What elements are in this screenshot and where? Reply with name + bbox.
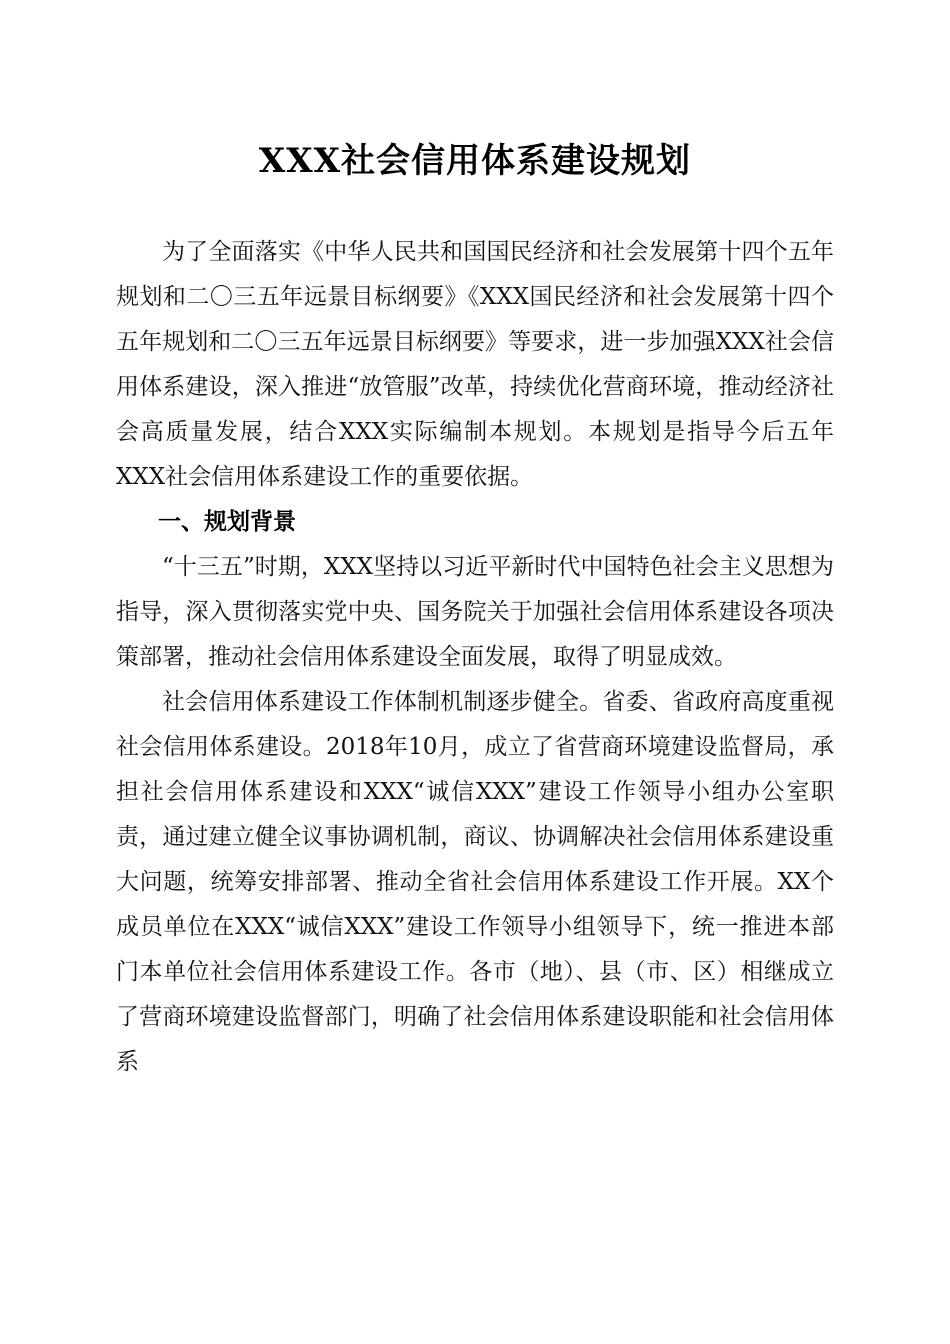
section-paragraph-1: “十三五”时期，XXX坚持以习近平新时代中国特色社会主义思想为指导，深入贯彻落实党中央、国务院关于加强社会信用体系建设各项决策部署，推动社会信用体系建设全面发展，取得了明显成效。 bbox=[116, 554, 834, 670]
document-title: XXX社会信用体系建设规划 bbox=[258, 141, 692, 181]
intro-paragraph: 为了全面落实《中华人民共和国国民经济和社会发展第十四个五年规划和二〇三五年远景目标纲要》《XXX国民经济和社会发展第十四个五年规划和二〇三五年远景目标纲要》等要求，进一步加强XXX社会信用体系建设，深入推进“放管服”改革，持续优化营商环境，推动经济社会高质量发展，结合XXX实际编制本规划。本规划是指导今后五年XXX社会信用体系建设工作的重要依据。 bbox=[116, 239, 834, 490]
section-heading: 一、规划背景 bbox=[158, 509, 296, 535]
section-paragraph-2: 社会信用体系建设工作体制机制逐步健全。省委、省政府高度重视社会信用体系建设。2018年10月，成立了省营商环境建设监督局，承担社会信用体系建设和XXX“诚信XXX”建设工作领导小组办公室职责，通过建立健全议事协调机制，商议、协调解决社会信用体系建设重大问题，统筹安排部署、推动全省社会信用体系建设工作开展。XX个成员单位在XXX“诚信XXX”建设工作领导小组领导下，统一推进本部门本单位社会信用体系建设工作。各市（地）、县（市、区）相继成立了营商环境建设监督部门，明确了社会信用体系建设职能和社会信用体系 bbox=[116, 689, 834, 1075]
document-body bbox=[116, 230, 834, 1085]
